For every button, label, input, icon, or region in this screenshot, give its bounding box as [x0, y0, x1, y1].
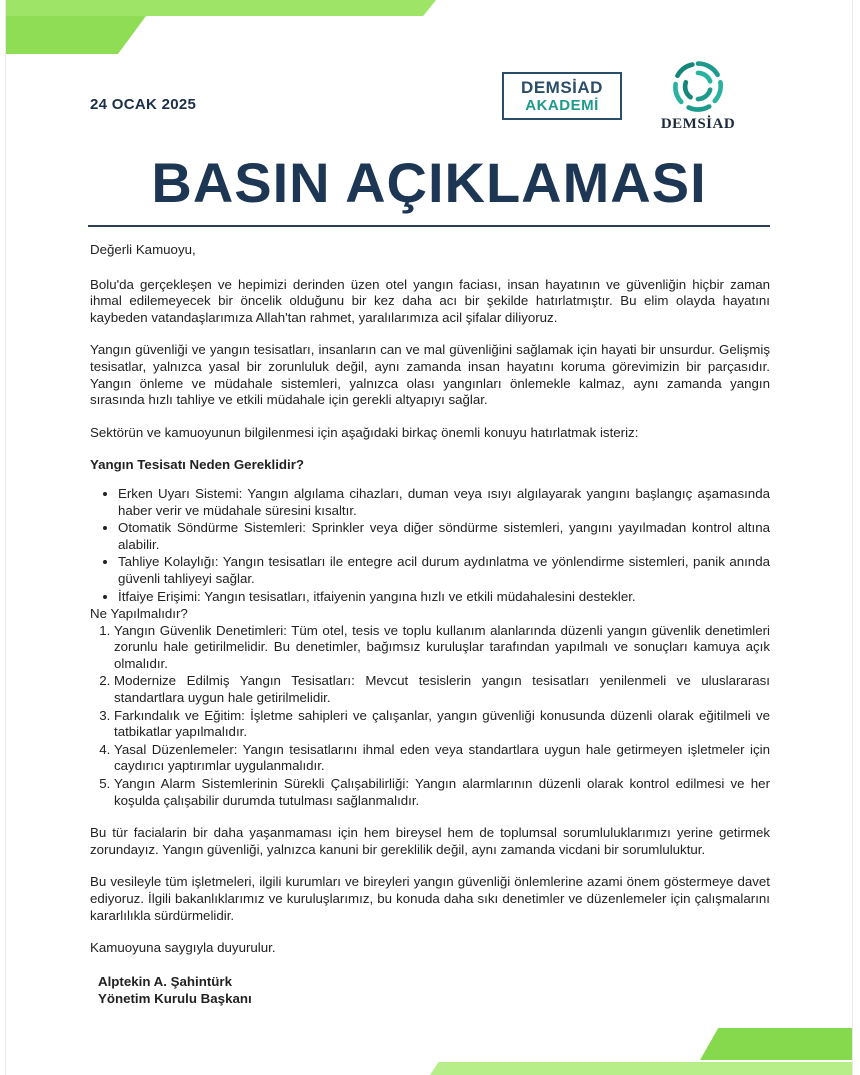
signature-name: Alptekin A. Şahintürk	[98, 973, 232, 989]
paragraph: Kamuoyuna saygıyla duyurulur.	[90, 940, 276, 956]
akademi-logo-line1: DEMSİAD	[521, 78, 603, 97]
list-item: 5. Yangın Alarm Sistemlerinin Sürekli Çalışabilirliği: Yangın alarmlarının düzenli olarak kontrol edilmesi ve her koşulda çalışabilir durumda tutulması sağlanmalıdır.	[114, 776, 770, 809]
list-item: 1. Yangın Güvenlik Denetimleri: Tüm otel, tesis ve toplu kullanım alanlarında düzenli yangın güvenlik denetimleri zorunlu hale getirilmelidir. Bu denetimler, bağımsız kuruluşlar tarafından yapılmalı ve sonuçları kamuya açık olmalıdır.	[114, 623, 770, 673]
list-item: 4. Yasal Düzenlemeler: Yangın tesisatlarını ihmal eden veya standartlara uygun hale getirmeyen işletmeler için caydırıcı yaptırımlar uygulanmalıdır.	[114, 742, 770, 775]
press-release-date: 24 OCAK 2025	[90, 96, 197, 113]
numbered-list	[90, 623, 770, 810]
demsiad-logo	[652, 58, 744, 136]
demsiad-akademi-logo	[502, 72, 622, 120]
akademi-logo-line2: AKADEMİ	[525, 97, 599, 114]
list-item: 3. Farkındalık ve Eğitim: İşletme sahipleri ve çalışanlar, yangın güvenliği konusunda düzenli olarak eğitilmeli ve tatbikatlar yapılmalıdır.	[114, 708, 770, 741]
decorative-bar-bottom-accent	[700, 1028, 852, 1060]
signature-role: Yönetim Kurulu Başkanı	[98, 990, 252, 1006]
paragraph: Bu tür facialarin bir daha yaşanmaması için hem bireysel hem de toplumsal sorumluluklarımızı yerine getirmek zorundayız. Yangın güvenliği, yalnızca kanuni bir gereklilik değil, aynı zamanda vicdani bir sorumluluktur.	[90, 825, 770, 857]
paragraph: Bolu'da gerçekleşen ve hepimizi derinden üzen otel yangın faciası, insan hayatının ve güvenliğin hiçbir zaman ihmal edilemeyecek bir öncelik olduğunu bir kez daha acı bir şekilde hatırlatmıştır. Bu elim olayda hayatını kaybeden vatandaşlarımıza Allah'tan rahmet, yaralılarımıza acil şifalar diliyoruz.	[90, 276, 770, 325]
list-item: • Otomatik Söndürme Sistemleri: Sprinkler veya diğer söndürme sistemleri, yangını yayılmadan kontrol altına alabilir.	[118, 520, 770, 553]
demsiad-emblem-icon	[669, 58, 727, 114]
paragraph: Sektörün ve kamuoyunun bilgilenmesi için aşağıdaki birkaç önemli konuyu hatırlatmak isteriz:	[90, 424, 639, 440]
title-divider	[88, 225, 770, 227]
decorative-bar-top	[6, 0, 436, 16]
bullet-list	[90, 486, 770, 605]
list-item: • İtfaiye Erişimi: Yangın tesisatları, itfaiyenin yangına hızlı ve etkili müdahalesini destekler.	[118, 589, 770, 606]
paragraph: Yangın güvenliği ve yangın tesisatları, insanların can ve mal güvenliğini sağlamak için hayati bir unsurdur. Gelişmiş tesisatlar, yalnızca yasal bir zorunluluk değil, aynı zamanda insan hayatını koruma görevimizin bir parçasıdır. Yangın önleme ve müdahale sistemleri, yalnızca olası yangınları önlemekle kalmaz, aynı zamanda yangın sırasında hızlı tahliye ve etkili müdahale için gerekli altyapıyı sağlar.	[90, 342, 770, 408]
subheading: Ne Yapılmalıdır?	[90, 606, 188, 622]
document-body	[90, 236, 770, 1007]
list-item: • Erken Uyarı Sistemi: Yangın algılama cihazları, duman veya ısıyı algılayarak yangını başlangıç aşamasında haber verir ve müdahale süresini kısaltır.	[118, 486, 770, 519]
section-heading: Yangın Tesisatı Neden Gereklidir?	[90, 457, 305, 473]
greeting: Değerli Kamuoyu,	[90, 242, 196, 257]
document-title: BASIN AÇIKLAMASI	[151, 151, 707, 214]
decorative-bar-bottom	[430, 1062, 852, 1075]
paragraph: Bu vesileyle tüm işletmeleri, ilgili kurumları ve bireyleri yangın güvenliği önlemlerine azami önem göstermeye davet ediyoruz. İlgili bakanlıklarımız ve kuruluşlarımız, bu konuda daha sıkı denetimler ve düzenlemeler için çalışmalarını kararlılıkla sürdürmelidir.	[90, 874, 770, 923]
list-item: 2. Modernize Edilmiş Yangın Tesisatları: Mevcut tesislerin yangın tesisatları yenilenmeli ve uluslararası standartlara uygun hale getirilmelidir.	[114, 673, 770, 706]
demsiad-logo-text: DEMSİAD	[660, 116, 736, 132]
list-item: • Tahliye Kolaylığı: Yangın tesisatları ile entegre acil durum aydınlatma ve yönlendirme sistemleri, panik anında güvenli tahliyeyi sağlar.	[118, 554, 770, 587]
